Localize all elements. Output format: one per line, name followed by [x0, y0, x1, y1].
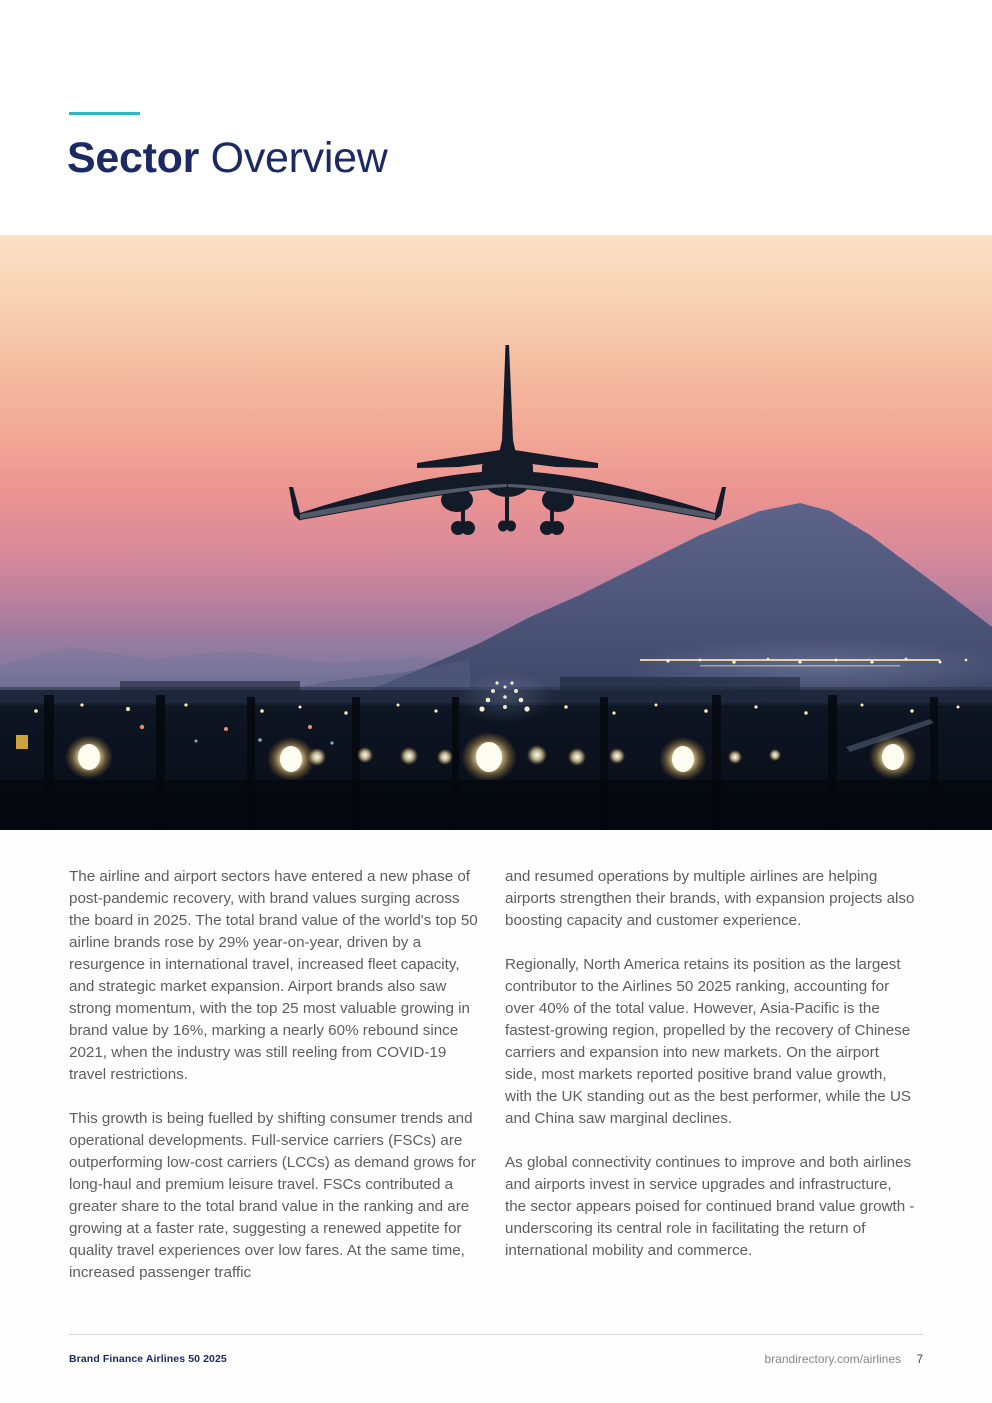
text-column-right	[505, 866, 915, 1262]
page-header	[0, 0, 992, 235]
footer-right-group	[765, 1352, 924, 1366]
page-title-light: Overview	[199, 134, 388, 182]
body-content	[0, 830, 992, 1330]
hero-illustration	[0, 235, 992, 830]
paragraph: Regionally, North America retains its position as the largest contributor to the Airlines 50 2025 ranking, accounting for over 40% of the total value. However, Asia-Pacific is the fastest-growing region, propelled by the recovery of Chinese carriers and expansion into new markets. On the airport side, most markets reported positive brand value growth, with the UK standing out as the best performer, while the US and China saw marginal declines.	[505, 956, 912, 1127]
page-number: 7	[916, 1354, 923, 1366]
footer-publication: Brand Finance Airlines 50 2025	[69, 1353, 227, 1365]
paragraph: The airline and airport sectors have entered a new phase of post-pandemic recovery, with brand values surging across the board in 2025. The total brand value of the world's top 50 airline brands rose by 29% year-on-year, driven by a resurgence in international travel, increased fleet capacity, and strategic market expansion. Airport brands also saw strong momentum, with the top 25 most valuable growing in brand value by 16%, marking a nearly 60% rebound since 2021, when the industry was still reeling from COVID-19 travel restrictions.	[69, 868, 478, 1083]
runway-centreline-lights	[455, 671, 555, 723]
paragraph: This growth is being fuelled by shifting consumer trends and operational developments. Full-service carriers (FSCs) are outperforming low-cost carriers (LCCs) as demand grows for long-haul and premium leisure travel. FSCs contributed a greater share to the total brand value in the ranking and are growing at a faster rate, suggesting a renewed appetite for quality travel experiences over low fares. At the same time, increased passenger traffic	[69, 1110, 476, 1281]
footer-divider	[69, 1334, 923, 1335]
accent-rule	[69, 112, 140, 115]
hero-image	[0, 235, 992, 830]
page-title	[67, 132, 387, 184]
paragraph: and resumed operations by multiple airlines are helping airports strengthen their brands, with expansion projects also boosting capacity and customer experience.	[505, 868, 915, 929]
text-column-left	[69, 866, 479, 1284]
paragraph: As global connectivity continues to improve and both airlines and airports invest in service upgrades and infrastructure, the sector appears poised for continued brand value growth - underscoring its central role in facilitating the return of international mobility and commerce.	[505, 1154, 915, 1259]
page-title-bold: Sector	[67, 134, 200, 182]
footer-url[interactable]: brandirectory.com/airlines	[764, 1352, 901, 1366]
page-footer	[0, 1330, 992, 1403]
